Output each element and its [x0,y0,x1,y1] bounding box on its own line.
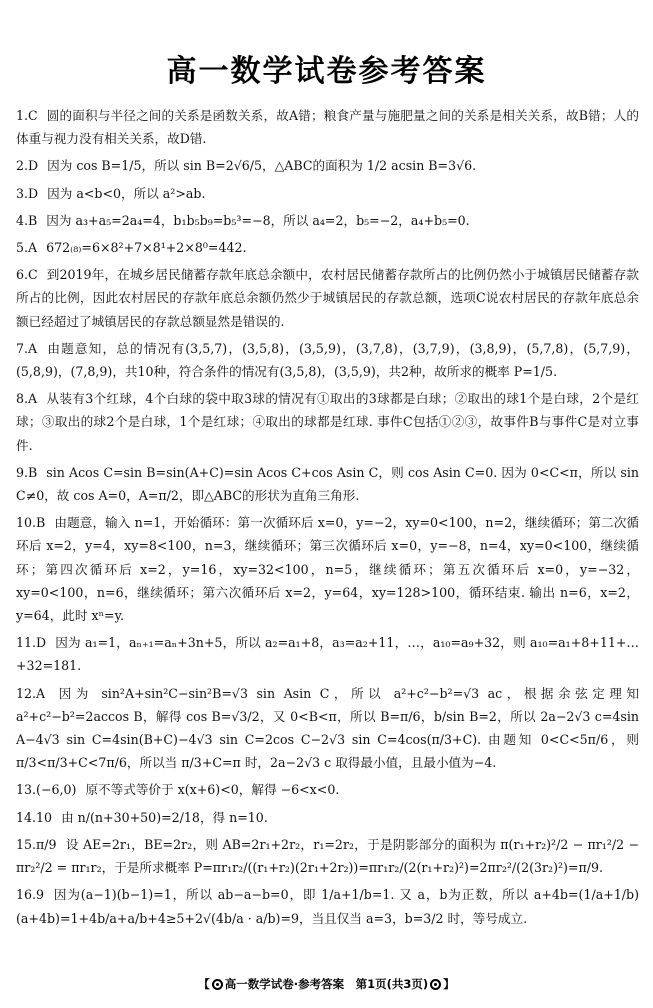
answer-item [16,104,639,150]
answer-item [16,511,639,627]
answer-text: 由题意知，总的情况有(3,5,7)，(3,5,8)，(3,5,9)，(3,7,8)，(3,7,9)，(3,8,9)，(5,7,8)，(5,7,9)，(5,8,9)，(7,8,9)，共10种，符合条件的情况有(3,5,8)，(3,5,9)，共2种，故所求的概率 P=1/5. [16,340,639,380]
answer-number: 16.9 [16,887,45,903]
answer-number: 12.A [16,685,46,701]
answer-text: 672₍₈₎=6×8²+7×8¹+2×8⁰=442. [46,240,247,256]
answer-item [16,387,639,457]
answer-number: 5.A [16,240,38,256]
answer-text: sin Acos C=sin B=sin(A+C)=sin Acos C+cos Asin C，则 cos Asin C=0. 因为 0<C<π，所以 sin C≠0，故 cos A=0，A=π/2，即△ABC的形状为直角三角形. [16,464,639,504]
answer-item [16,833,639,879]
answer-number: 3.D [16,185,39,201]
answer-number: 8.A [16,391,38,407]
answer-number: 7.A [16,340,38,356]
answer-item [16,236,639,259]
circle-mark-icon [430,979,441,990]
answer-item [16,263,639,333]
answer-text: 因为 sin²A+sin²C−sin²B=√3 sin Asin C，所以 a²+c²−b²=√3 ac，根据余弦定理知 a²+c²−b²=2accos B，解得 cos B=√3/2，又 0<B<π，所以 B=π/6，b/sin B=2，所以 2a−2√3 c=4sin A−4√3 sin C=4sin(B+C)−4√3 sin C=2cos C−2√3 sin C=4cos(π/3+C). 由题知 0<C<5π/6，则 π/3<π/3+C<7π/6，所以当 π/3+C=π 时，2a−2√3 c 取得最小值，且最小值为−4. [16,685,639,771]
answer-text: 圆的面积与半径之间的关系是函数关系，故A错；粮食产量与施肥量之间的关系是相关关系，故B错；人的体重与视力没有相关关系，故D错. [16,108,639,147]
answer-item [16,631,639,677]
footer-right-bracket: 】 [443,977,455,991]
answer-number: 9.B [16,464,38,480]
answer-text: 到2019年，在城乡居民储蓄存款年底总余额中，农村居民储蓄存款所占的比例仍然小于城镇居民储蓄存款所占的比例，因此农村居民的存款年底总余额仍然少于城镇居民的存款总额，选项C说农村居民的存款年底总余额已经超过了城镇居民的存款总额显然是错误的. [16,267,639,329]
answer-text: 由题意，输入 n=1，开始循环：第一次循环后 x=0，y=−2，xy=0<100，n=2，继续循环；第二次循环后 x=2，y=4，xy=8<100，n=3，继续循环；第三次循环后 x=0，y=−8，n=4，xy=0<100，继续循环；第四次循环后 x=2，y=16，xy=32<100，n=5，继续循环；第五次循环后 x=0，y=−32，xy=0<100，n=6，继续循环；第六次循环后 x=2，y=64，xy=128>100，循环结束. 输出 n=6，x=2，y=64，此时 xⁿ=y. [16,515,639,624]
answer-item [16,209,639,232]
answer-item [16,806,639,829]
answer-number: 14.10 [16,809,53,825]
answer-item [16,883,639,929]
answer-number: 11.D [16,635,47,651]
answer-text: 因为 cos B=1/5，所以 sin B=2√6/5，△ABC的面积为 1/2 acsin B=3√6. [47,158,477,174]
answer-item [16,778,639,801]
page-title: 高一数学试卷参考答案 [166,54,487,89]
answer-number: 4.B [16,212,38,228]
answer-text: 因为 a<b<0，所以 a²>ab. [47,185,206,201]
answer-text: 因为 a₃+a₅=2a₄=4，b₁b₅b₉=b₅³=−8，所以 a₄=2，b₅=−2，a₄+b₅=0. [46,212,470,228]
answer-text: 由 n/(n+30+50)=2/18，得 n=10. [61,809,268,825]
footer-text: 高一数学试卷·参考答案 第1页(共3页) [224,977,429,991]
answer-number: 6.C [16,267,38,283]
page-footer [0,976,653,992]
answer-item [16,461,639,507]
answer-item [16,182,639,205]
answer-number: 10.B [16,515,46,531]
answer-number: 15.π/9 [16,836,57,852]
answer-number: 13.(−6,0) [16,782,77,798]
answer-item [16,682,639,775]
answer-text: 设 AE=2r₁，BE=2r₂，则 AB=2r₁+2r₂，r₁=2r₂，于是阴影部分的面积为 π(r₁+r₂)²/2 − πr₁²/2 − πr₂²/2 = πr₁r₂，于是所求概率 P=πr₁r₂/((r₁+r₂)(2r₁+2r₂))=πr₁r₂/(2(r₁+r₂)²)=2πr₂²/(2(3r₂)²)=π/9. [16,836,639,876]
answer-number: 2.D [16,158,39,174]
answer-text: 从装有3个红球，4个白球的袋中取3球的情况有①取出的3球都是白球；②取出的球1个是白球，2个是红球；③取出的球2个是白球，1个是红球；④取出的球都是红球. 事件C包括①②③，故事件B与事件C是对立事件. [16,391,639,453]
answer-text: 原不等式等价于 x(x+6)<0，解得 −6<x<0. [85,782,340,798]
footer-left-bracket: 【 [198,977,210,991]
answer-item [16,154,639,177]
answer-text: 因为 a₁=1，aₙ₊₁=aₙ+3n+5，所以 a₂=a₁+8，a₃=a₂+11，…，a₁₀=a₉+32，则 a₁₀=a₁+8+11+…+32=181. [16,635,639,674]
answer-number: 1.C [16,108,38,123]
answer-item [16,337,639,383]
answer-list [16,104,639,934]
circle-mark-icon [212,979,223,990]
answer-text: 因为(a−1)(b−1)=1，所以 ab−a−b=0，即 1/a+1/b=1. 又 a，b为正数，所以 a+4b=(1/a+1/b)(a+4b)=1+4b/a+a/b+4≥5+2√(4b/a · a/b)=9，当且仅当 a=3，b=3/2 时，等号成立. [16,887,639,926]
